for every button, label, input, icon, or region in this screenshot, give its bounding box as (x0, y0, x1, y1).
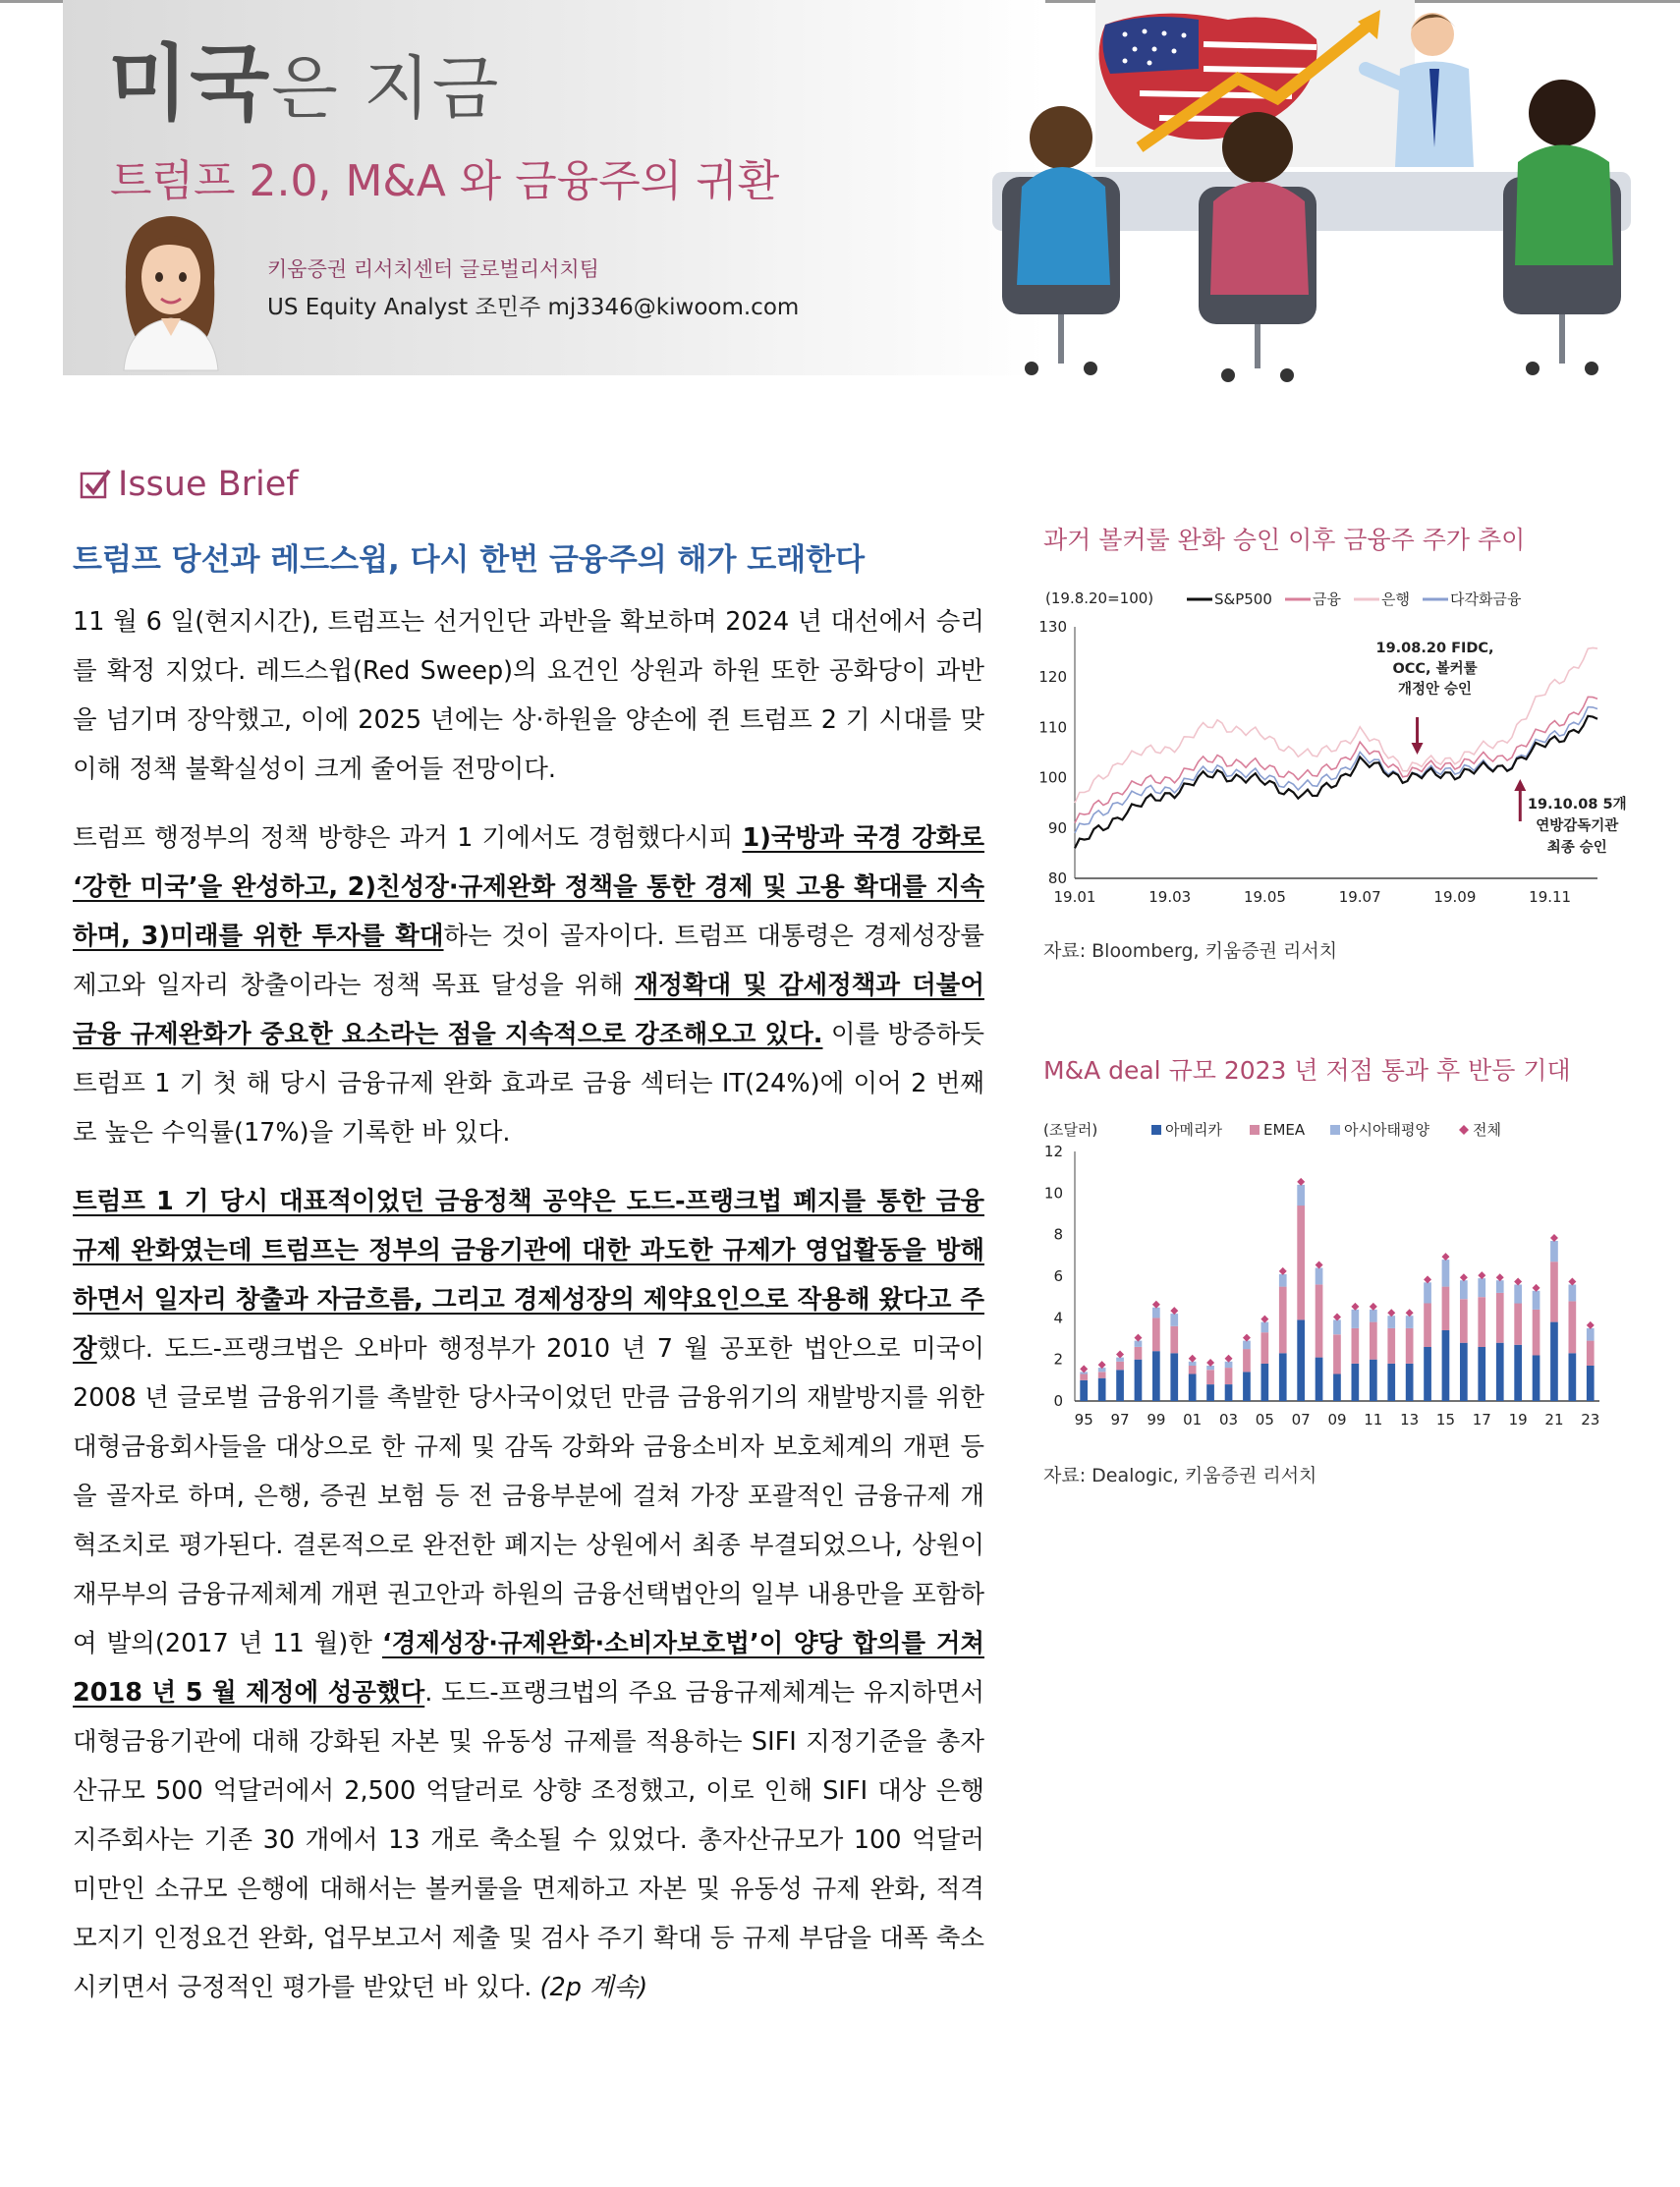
chart2-bar-segment (1569, 1285, 1577, 1302)
section-label (79, 465, 299, 504)
chart2-total-marker (1134, 1334, 1142, 1342)
chart2-bar-segment (1316, 1268, 1323, 1285)
chart1-legend-label: 금융 (1313, 590, 1341, 608)
chart2-bar-segment (1514, 1304, 1522, 1345)
chart2-bar-segment (1533, 1310, 1540, 1356)
chart2-bar-segment (1442, 1287, 1450, 1330)
chart1-annotation-text: 19.08.20 FIDC, (1375, 641, 1494, 656)
chart2-y-tick: 2 (1053, 1350, 1063, 1369)
chart2-total-marker (1568, 1277, 1576, 1285)
chart2-legend-label: 전체 (1473, 1121, 1501, 1139)
chart2-bar-segment (1261, 1322, 1269, 1333)
chart1-x-tick: 19.11 (1529, 888, 1572, 906)
chart2-bar-segment (1496, 1280, 1504, 1293)
chart2-bar-segment (1333, 1319, 1341, 1334)
chart2-bar-segment (1297, 1185, 1305, 1206)
chart2-bar-segment (1098, 1378, 1106, 1401)
chart2-bar-segment (1116, 1362, 1124, 1371)
chart2-y-tick: 10 (1043, 1184, 1063, 1203)
chart1-annotation-text: 개정안 승인 (1397, 682, 1473, 698)
chart2-x-tick: 05 (1255, 1411, 1274, 1429)
chart2-total-marker (1424, 1275, 1431, 1283)
chart2-bar-segment (1550, 1241, 1558, 1262)
chart2-total-marker (1496, 1273, 1504, 1281)
chart2-bar-segment (1279, 1287, 1287, 1354)
paragraph-2: 트럼프 행정부의 정책 방향은 과거 1 기에서도 경험했다시피 1)국방과 국경 강화로 ‘강한 미국’을 완성하고, 2)친성장·규제완화 정책을 통한 경제 및 고용 확대를 지속하며, 3)미래를 위한 투자를 확대하는 것이 골자이다. 트럼프 대통령은 경제성장률 제고와 일자리 창출이라는 정책 목표 달성을 위해 재정확대 및 감세정책과 더불어 금융 규제완화가 중요한 요소라는 점을 지속적으로 강조해오고 있다. 이를 방증하듯 트럼프 1 기 첫 해 당시 금융규제 완화 효과로 금융 섹터는 IT(24%)에 이어 2 번째로 높은 수익률(17%)을 기록한 바 있다. (73, 823, 985, 1148)
chart2-bar-segment (1316, 1358, 1323, 1401)
chart1-line-chart (1030, 588, 1627, 912)
chart2-total-marker (1333, 1313, 1341, 1320)
checkbox-check-icon (79, 468, 112, 501)
chart1-annotation-text: OCC, 볼커룰 (1392, 661, 1478, 677)
chart2-total-marker (1297, 1178, 1305, 1186)
chart2-bar-segment (1135, 1360, 1143, 1401)
chart2-x-tick: 13 (1400, 1411, 1420, 1429)
chart2-bar-segment (1261, 1332, 1269, 1364)
chart2-bar-segment (1170, 1314, 1178, 1326)
chart2-x-tick: 23 (1581, 1411, 1600, 1429)
chart2-bar-segment (1406, 1364, 1414, 1401)
chart1-source: 자료: Bloomberg, 키움증권 리서치 (1043, 940, 1338, 962)
chart2-bar-segment (1316, 1285, 1323, 1358)
chart2-bar-segment (1496, 1293, 1504, 1343)
chart2-total-marker (1514, 1277, 1522, 1285)
chart2-total-marker (1260, 1316, 1268, 1323)
chart1-y-tick: 100 (1038, 768, 1067, 787)
chart2-x-tick: 01 (1183, 1411, 1203, 1429)
chart2-bar-segment (1297, 1319, 1305, 1401)
chart2-legend-swatch (1250, 1125, 1260, 1135)
chart1-legend-label: 다각화금융 (1450, 590, 1522, 608)
chart2-bar-segment (1116, 1370, 1124, 1401)
chart2-bar-segment (1424, 1282, 1431, 1303)
chart2-y-tick: 8 (1053, 1225, 1063, 1244)
chart2-total-marker (1587, 1321, 1595, 1329)
chart2-unit-label: (조달러) (1043, 1121, 1098, 1139)
chart2-bar-segment (1478, 1297, 1485, 1347)
chart2-x-tick: 97 (1110, 1411, 1130, 1429)
chart1-legend-label: S&P500 (1214, 590, 1272, 608)
chart2-bar-segment (1352, 1364, 1360, 1401)
chart1-x-tick: 19.07 (1338, 888, 1381, 906)
chart1-legend-label: 은행 (1381, 590, 1410, 608)
chart2-total-marker (1460, 1273, 1468, 1281)
chart2-bar-segment (1152, 1308, 1160, 1318)
chart2-total-marker (1225, 1355, 1233, 1363)
chart2-bar-segment (1460, 1343, 1468, 1401)
continued-note: (2p 계속) (539, 1973, 648, 2002)
chart2-bar-segment (1533, 1291, 1540, 1310)
chart2-legend-swatch (1151, 1125, 1161, 1135)
chart2-bar-segment (1189, 1366, 1197, 1374)
chart2-bar-segment (1587, 1328, 1595, 1341)
chart1-x-tick: 19.05 (1243, 888, 1286, 906)
chart2-bar-segment (1406, 1328, 1414, 1364)
chart2-x-tick: 03 (1218, 1411, 1239, 1429)
chart2-bar-segment (1170, 1353, 1178, 1401)
brand-main: 미국 (108, 35, 272, 132)
paragraph-3: 트럼프 1 기 당시 대표적이었던 금융정책 공약은 도드-프랭크법 폐지를 통한 금융규제 완화였는데 트럼프는 정부의 금융기관에 대한 과도한 규제가 영업활동을 방해하면서 일자리 창출과 자금흐름, 그리고 경제성장의 제약요인으로 작용해 왔다고 주장했다. 도드-프랭크법은 오바마 행정부가 2010 년 7 월 공포한 법안으로 미국이 2008 년 글로벌 금융위기를 촉발한 당사국이었던 만큼 금융위기의 재발방지를 위한 대형금융회사들을 대상으로 한 규제 및 감독 강화와 금융소비자 보호체계의 개편 등을 골자로 하며, 은행, 증권 보험 등 전 금융부분에 걸쳐 가장 포괄적인 금융규제 개혁조치로 평가된다. 결론적으로 완전한 폐지는 상원에서 최종 부결되었으나, 상원이 재무부의 금융규제체계 개편 권고안과 하원의 금융선택법안의 일부 내용만을 포함하여 발의(2017 년 11 월)한 ‘경제성장·규제완화·소비자보호법’이 양당 합의를 거쳐 2018 년 5 월 제정에 성공했다. 도드-프랭크법의 주요 금융규제체계는 유지하면서 대형금융기관에 대해 강화된 자본 및 유동성 규제를 적용하는 SIFI 지정기준을 총자산규모 500 억달러에서 2,500 억달러로 상향 조정했고, 이로 인해 SIFI 대상 은행지주회사는 기존 30 개에서 13 개로 축소될 수 있었다. 총자산규모가 100 억달러 미만인 소규모 은행에 대해서는 볼커룰을 면제하고 자본 및 유동성 규제 완화, 적격 모지기 인정요건 완화, 업무보고서 제출 및 검사 주기 확대 등 규제 부담을 대폭 축소시키면서 긍정적인 평가를 받았던 바 있다. (2p 계속) (73, 1187, 984, 2002)
emphasis-act: ‘경제성장·규제완화·소비자보호법’이 양당 합의를 거쳐 2018 년 5 월 제정에 성공했다 (73, 1629, 984, 1708)
paragraph-1: 11 월 6 일(현지시간), 트럼프는 선거인단 과반을 확보하며 2024 년 대선에서 승리를 확정 지었다. 레드스윕(Red Sweep)의 요건인 상원과 하원 또한 공화당이 과반을 넘기며 장악했고, 이에 2025 년에는 상·하원을 양손에 쥔 트럼프 2 기 시대를 맞이해 정책 불확실성이 크게 줄어들 전망이다. (73, 607, 984, 784)
chart2-bar-segment (1478, 1278, 1485, 1297)
chart2-bar-segment (1206, 1384, 1214, 1401)
chart2-bar-segment (1170, 1326, 1178, 1354)
chart2-y-tick: 12 (1043, 1143, 1063, 1160)
chart1-title: 과거 볼커룰 완화 승인 이후 금융주 주가 추이 (1043, 526, 1526, 554)
chart1-unit-label: (19.8.20=100) (1045, 589, 1154, 607)
report-subtitle: 트럼프 2.0, M&A 와 금융주의 귀환 (110, 156, 780, 206)
chart1-annotation-text: 19.10.08 5개 (1527, 797, 1627, 813)
chart2-total-marker (1189, 1355, 1197, 1363)
chart2-legend-label: 아메리카 (1165, 1121, 1222, 1139)
chart2-bar-segment (1206, 1370, 1214, 1384)
chart2-bar-segment (1387, 1328, 1395, 1364)
article-headline: 트럼프 당선과 레드스윕, 다시 한번 금융주의 해가 도래한다 (73, 542, 866, 578)
chart2-total-marker (1152, 1301, 1160, 1309)
chart2-x-tick: 07 (1291, 1411, 1311, 1429)
chart2-bar-segment (1550, 1262, 1558, 1321)
chart1-x-tick: 19.01 (1053, 888, 1096, 906)
chart2-bar-segment (1352, 1328, 1360, 1364)
chart1-annotation-text: 연방감독기관 (1536, 818, 1619, 834)
research-team: 키움증권 리서치센터 글로벌리서치팀 (267, 257, 599, 281)
chart2-bar-segment (1080, 1374, 1088, 1380)
chart2-bar-segment (1189, 1374, 1197, 1402)
chart2-bar-segment (1514, 1345, 1522, 1401)
chart2-bar-segment (1496, 1343, 1504, 1401)
chart2-bar-segment (1279, 1274, 1287, 1287)
chart2-bar-segment (1406, 1316, 1414, 1328)
chart2-total-marker (1243, 1334, 1251, 1342)
chart2-bar-segment (1333, 1334, 1341, 1374)
chart2-total-marker (1279, 1267, 1287, 1275)
emphasis-policy: 1)국방과 국경 강화로 ‘강한 미국’을 완성하고, 2)친성장·규제완화 정책을 통한 경제 및 고용 확대를 지속하며, 3)미래를 위한 투자를 확대 (73, 823, 985, 951)
chart2-legend-swatch (1330, 1125, 1340, 1135)
chart2-bar-segment (1261, 1364, 1269, 1401)
chart2-total-marker (1316, 1262, 1323, 1269)
chart2-x-tick: 17 (1472, 1411, 1491, 1429)
chart1-y-tick: 130 (1038, 618, 1067, 636)
chart2-bar-segment (1387, 1316, 1395, 1328)
brand-rest: 은 지금 (271, 48, 501, 129)
chart2-bar-segment (1333, 1374, 1341, 1402)
chart2-total-marker (1098, 1361, 1106, 1369)
chart2-bar-segment (1080, 1380, 1088, 1401)
chart2-x-tick: 95 (1074, 1411, 1093, 1429)
chart2-total-marker (1441, 1253, 1449, 1261)
chart2-bar-segment (1460, 1280, 1468, 1299)
chart2-bar-segment (1587, 1366, 1595, 1401)
analyst-contact: US Equity Analyst 조민주 mj3346@kiwoom.com (267, 295, 800, 320)
chart2-total-marker (1550, 1234, 1558, 1242)
chart2-bar-segment (1370, 1322, 1377, 1360)
chart2-total-marker (1387, 1309, 1395, 1317)
chart2-bar-segment (1569, 1353, 1577, 1401)
chart2-bar-segment (1387, 1364, 1395, 1401)
chart2-bar-segment (1533, 1355, 1540, 1401)
chart2-y-tick: 6 (1053, 1267, 1063, 1285)
chart2-y-tick: 0 (1053, 1392, 1063, 1410)
chart1-y-tick: 90 (1047, 818, 1067, 837)
chart2-legend-label: EMEA (1263, 1121, 1306, 1139)
chart2-x-tick: 99 (1147, 1411, 1166, 1429)
chart2-bar-segment (1460, 1299, 1468, 1343)
chart2-bar-segment (1243, 1349, 1251, 1372)
chart2-bar-segment (1279, 1353, 1287, 1401)
chart2-total-marker (1116, 1351, 1124, 1359)
chart2-bar-segment (1243, 1372, 1251, 1401)
chart2-bar-segment (1243, 1341, 1251, 1350)
analyst-avatar (116, 208, 226, 370)
chart2-bar-segment (1587, 1341, 1595, 1366)
chart2-bar-segment (1098, 1372, 1106, 1377)
article-body (73, 597, 984, 2032)
chart1-y-tick: 80 (1047, 869, 1067, 887)
chart2-source: 자료: Dealogic, 키움증권 리서치 (1043, 1465, 1317, 1486)
chart1-annotation-text: 최종 승인 (1546, 840, 1607, 856)
chart1-y-tick: 110 (1038, 718, 1067, 737)
chart2-bar-segment (1478, 1347, 1485, 1401)
chart2-total-marker (1370, 1303, 1377, 1311)
emphasis-deregulation: 재정확대 및 감세정책과 더불어 금융 규제완화가 중요한 요소라는 점을 지속적으로 강조해오고 있다. (73, 971, 984, 1049)
chart2-x-tick: 11 (1364, 1411, 1383, 1429)
chart1-x-tick: 19.03 (1148, 888, 1192, 906)
chart2-bar-segment (1225, 1368, 1233, 1384)
chart2-x-tick: 09 (1327, 1411, 1347, 1429)
chart2-bar-chart (1030, 1114, 1609, 1438)
chart2-x-tick: 21 (1544, 1411, 1564, 1429)
chart2-legend-label: 아시아태평양 (1344, 1121, 1429, 1139)
chart2-bar-segment (1514, 1285, 1522, 1304)
chart2-bar-segment (1225, 1384, 1233, 1401)
section-label-text: Issue Brief (118, 465, 299, 504)
chart2-x-tick: 19 (1508, 1411, 1528, 1429)
chart2-bar-segment (1152, 1351, 1160, 1401)
chart2-total-marker (1080, 1365, 1088, 1373)
chart1-y-tick: 120 (1038, 668, 1067, 687)
chart2-bar-segment (1424, 1304, 1431, 1348)
chart1-x-tick: 19.09 (1433, 888, 1477, 906)
chart1-arrow-head (1412, 743, 1424, 755)
chart2-bar-segment (1370, 1360, 1377, 1401)
chart2-y-tick: 4 (1053, 1309, 1063, 1327)
emphasis-dodd-frank: 트럼프 1 기 당시 대표적이었던 금융정책 공약은 도드-프랭크법 폐지를 통한 금융규제 완화였는데 트럼프는 정부의 금융기관에 대한 과도한 규제가 영업활동을 방해하면서 일자리 창출과 자금흐름, 그리고 경제성장의 제약요인으로 작용해 왔다고 주장 (73, 1187, 984, 1364)
chart2-title: M&A deal 규모 2023 년 저점 통과 후 반등 기대 (1043, 1056, 1571, 1085)
chart2-x-tick: 15 (1435, 1411, 1456, 1429)
chart2-bar-segment (1152, 1318, 1160, 1351)
chart2-bar-segment (1135, 1347, 1143, 1360)
chart2-total-marker (1406, 1309, 1414, 1317)
chart2-total-marker (1351, 1303, 1359, 1311)
chart2-bar-segment (1550, 1322, 1558, 1401)
chart2-total-marker (1206, 1359, 1214, 1367)
meeting-illustration (992, 0, 1631, 385)
chart2-bar-segment (1352, 1310, 1360, 1328)
chart2-legend-swatch (1459, 1125, 1469, 1135)
chart2-bar-segment (1297, 1206, 1305, 1319)
chart2-total-marker (1170, 1307, 1178, 1315)
chart2-bar-segment (1442, 1330, 1450, 1401)
chart2-bar-segment (1569, 1301, 1577, 1353)
chart2-bar-segment (1370, 1310, 1377, 1322)
report-brand (108, 18, 500, 137)
chart2-total-marker (1478, 1271, 1485, 1279)
chart1-arrow-head (1514, 779, 1526, 791)
chart2-total-marker (1533, 1284, 1540, 1292)
chart2-bar-segment (1424, 1347, 1431, 1401)
chart2-bar-segment (1442, 1260, 1450, 1287)
